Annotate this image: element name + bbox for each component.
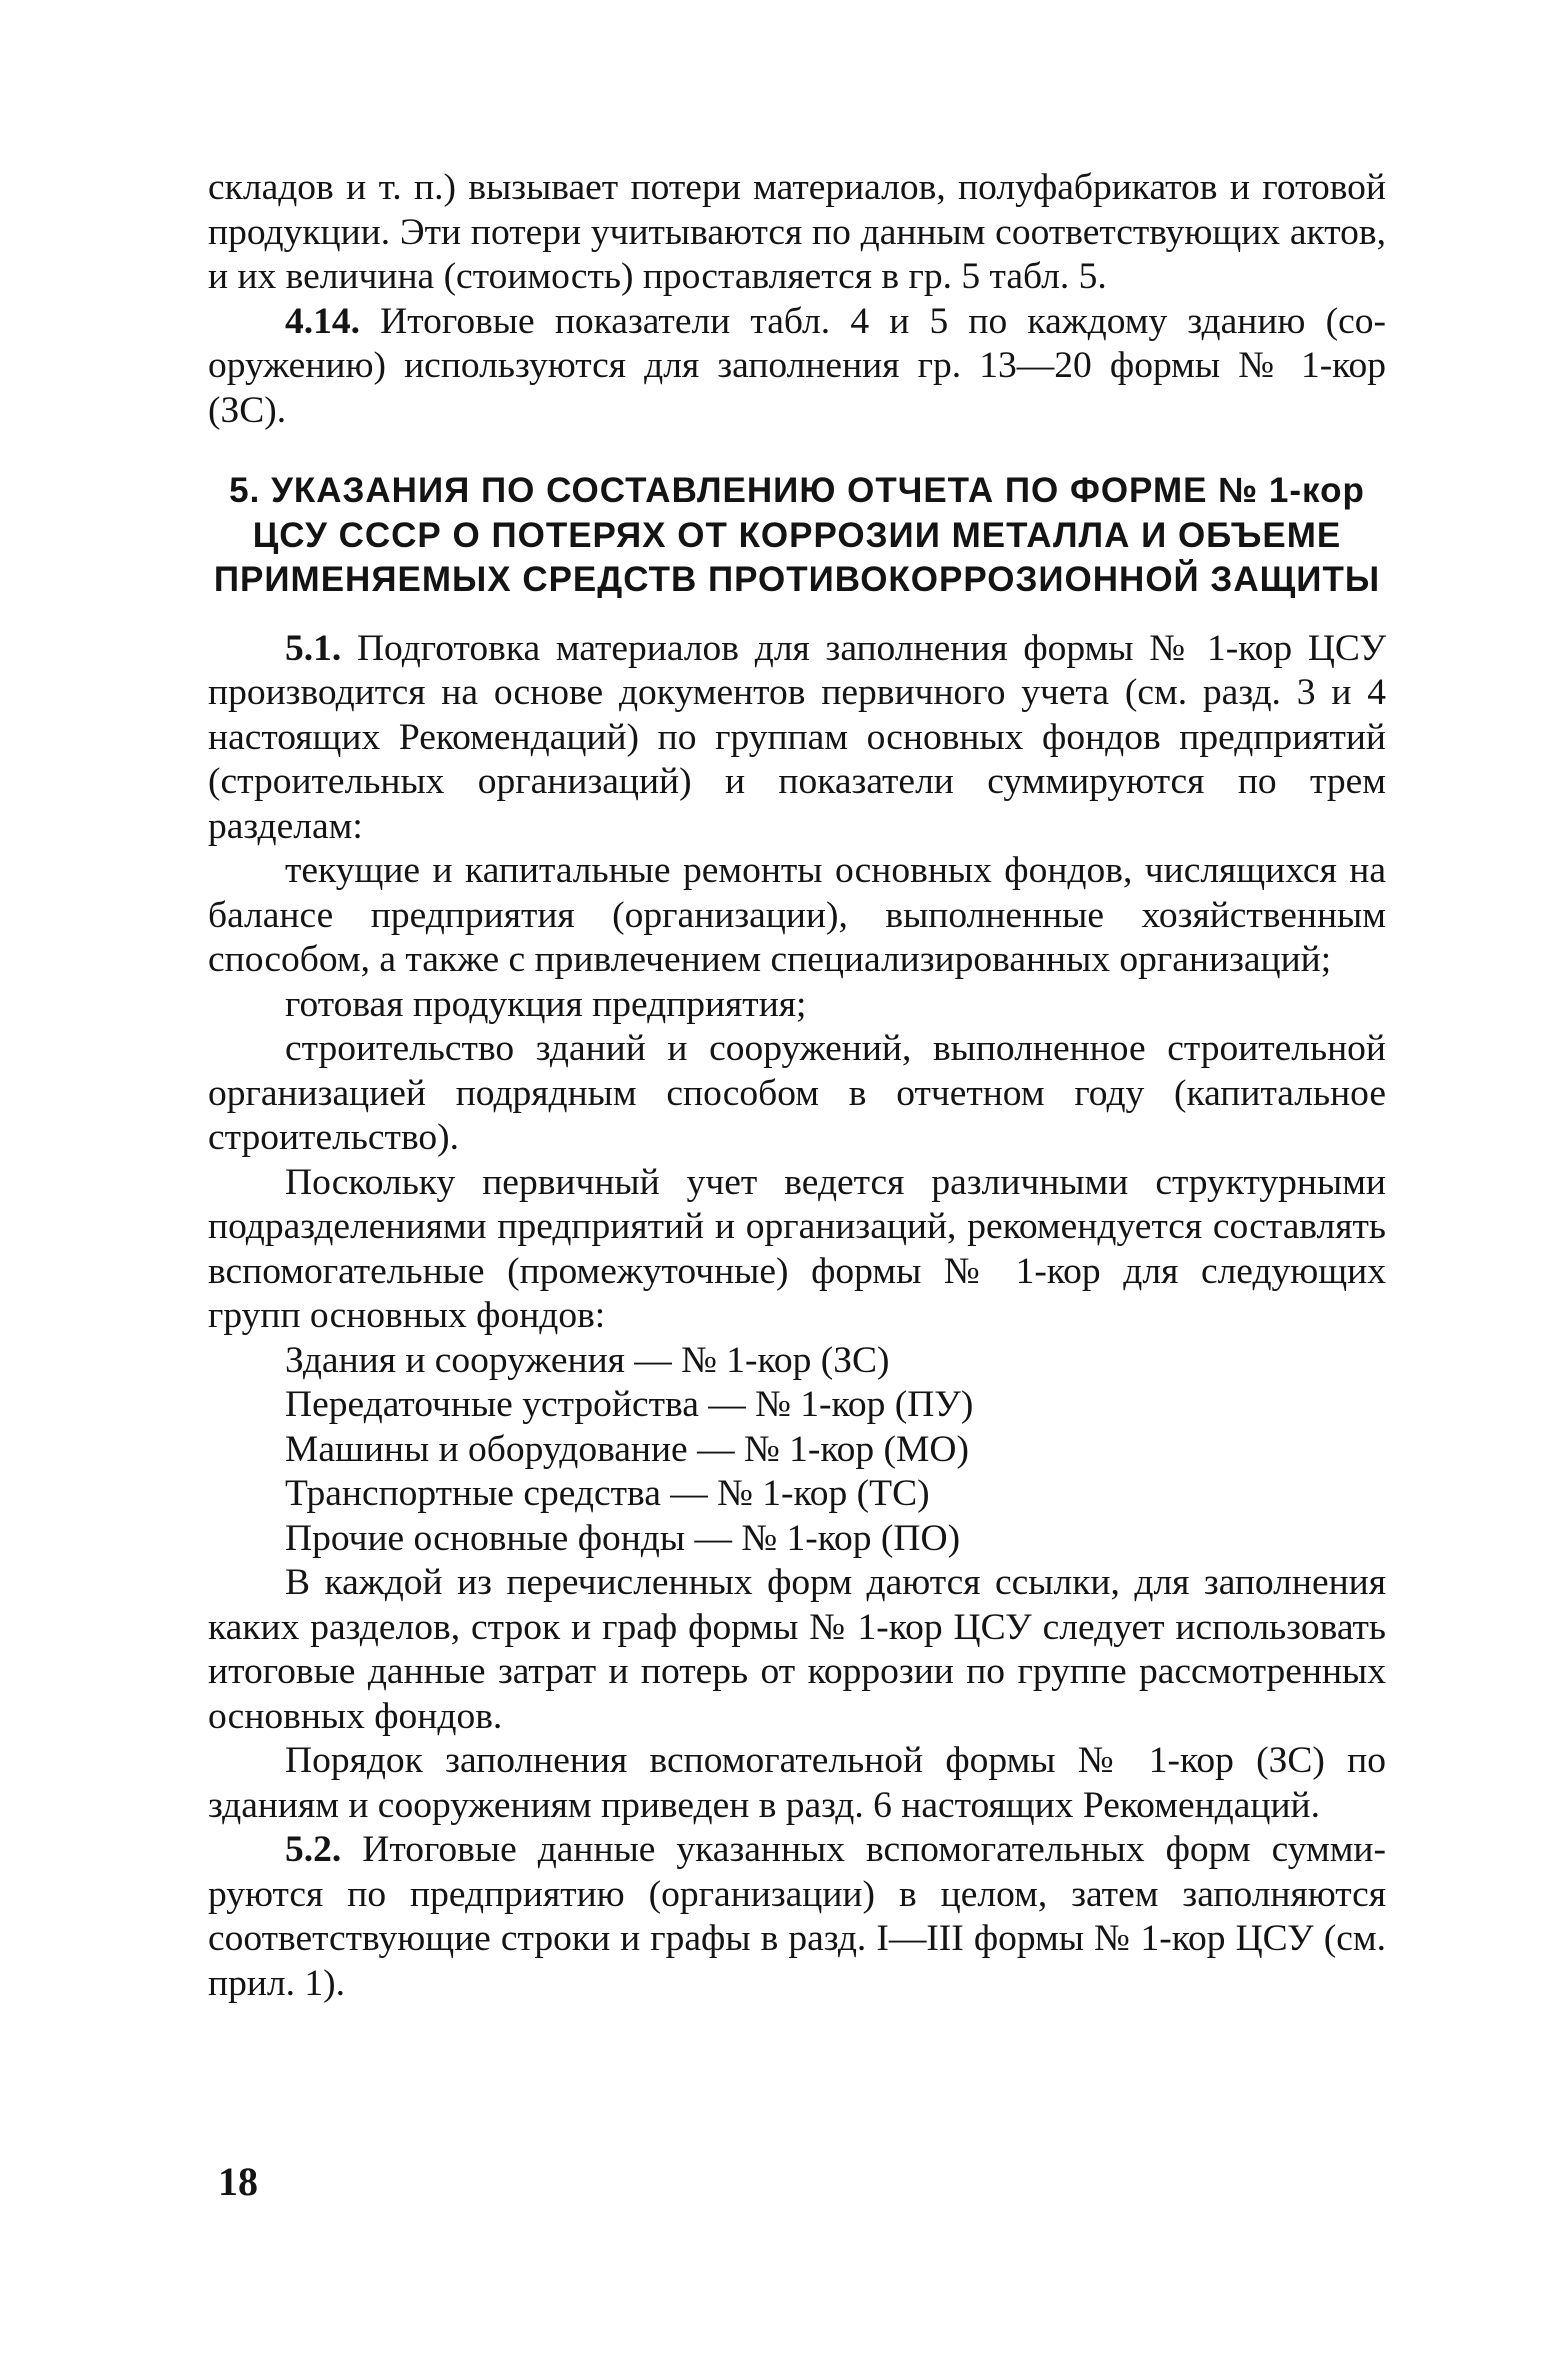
intro-paragraph: складов и т. п.) вызывает потери материалов, полуфабрикатов и готовой продукции. Эти потери учитываются по данным соответствующих актов, и их величина (стоимость) проставляется в гр. 5 табл. 5. [208, 167, 1386, 297]
form-group-item: Прочие основные фонды — № 1-кор (ПО) [285, 1517, 961, 1559]
paragraph-5-2 [208, 1828, 1386, 2006]
form-group-item: Транспортные средства — № 1-кор (ТС) [285, 1473, 930, 1514]
paragraph-5-1 [208, 627, 1386, 850]
paragraph-4-14 [208, 300, 1386, 434]
page-number: 18 [218, 2159, 258, 2204]
form-group-item: Здания и сооружения — № 1-кор (ЗС) [285, 1339, 890, 1381]
paragraph-number: 5.1. [285, 627, 342, 669]
section-item-repairs: текущие и капитальные ремонты основных фондов, числящихся на балансе предприятия (организации), выполненные хозяйственным способом, а также с привлечением специализированных организаций; [208, 850, 1386, 980]
paragraph-text: Итоговые показатели табл. 4 и 5 по каждому зданию (сооружению) используются для заполнения гр. 13—20 формы № 1-кор (ЗС). [208, 300, 1386, 431]
paragraph-text: Подготовка материалов для заполнения формы № 1-кор ЦСУ производится на основе документов первичного учета (см. разд. 3 и 4 настоящих Рекомендаций) по группам основных фондов предприятий (строительных организаций) и показатели суммируются по трем разделам: [208, 627, 1386, 847]
form-group-item: Машины и оборудование — № 1-кор (МО) [285, 1428, 969, 1470]
document-page [208, 166, 1386, 2006]
paragraph-text: Итоговые данные указанных вспомогательных форм суммируются по предприятию (организации) в целом, затем заполняются соответствующие строки и графы в разд. I—III формы № 1-кор ЦСУ (см. прил. 1). [208, 1829, 1386, 2004]
order-paragraph: Порядок заполнения вспомогательной формы № 1-кор (ЗС) по зданиям и сооружениям приведен в разд. 6 настоящих Рекомендаций. [208, 1740, 1386, 1826]
paragraph-number: 4.14. [285, 300, 360, 342]
auxiliary-forms-paragraph: Поскольку первичный учет ведется различными структурными подразделениями предприятий и организаций, рекомендуется составлять вспомогательные (промежуточные) формы № 1-кор для следующих групп основных фондов: [208, 1161, 1386, 1336]
section-item-construction: строительство зданий и сооружений, выполненное строительной организацией подрядным способом в отчетном году (капитальное строительство). [208, 1028, 1386, 1158]
paragraph-number: 5.2. [285, 1829, 342, 1870]
form-group-item: Передаточные устройства — № 1-кор (ПУ) [285, 1384, 974, 1425]
section-heading: 5. УКАЗАНИЯ ПО СОСТАВЛЕНИЮ ОТЧЕТА ПО ФОРМЕ № 1-кор ЦСУ СССР О ПОТЕРЯХ ОТ КОРРОЗИИ МЕТАЛЛА И ОБЪЕМЕ ПРИМЕНЯЕМЫХ СРЕДСТВ ПРОТИВОКОРРОЗИОННОЙ ЗАЩИТЫ [213, 471, 1381, 599]
section-item-products: готовая продукция предприятия; [285, 983, 807, 1025]
references-paragraph: В каждой из перечисленных форм даются ссылки, для заполнения каких разделов, строк и граф формы № 1-кор ЦСУ следует использовать итоговые данные затрат и потерь от коррозии по группе рассмотренных основных фондов. [208, 1562, 1386, 1737]
